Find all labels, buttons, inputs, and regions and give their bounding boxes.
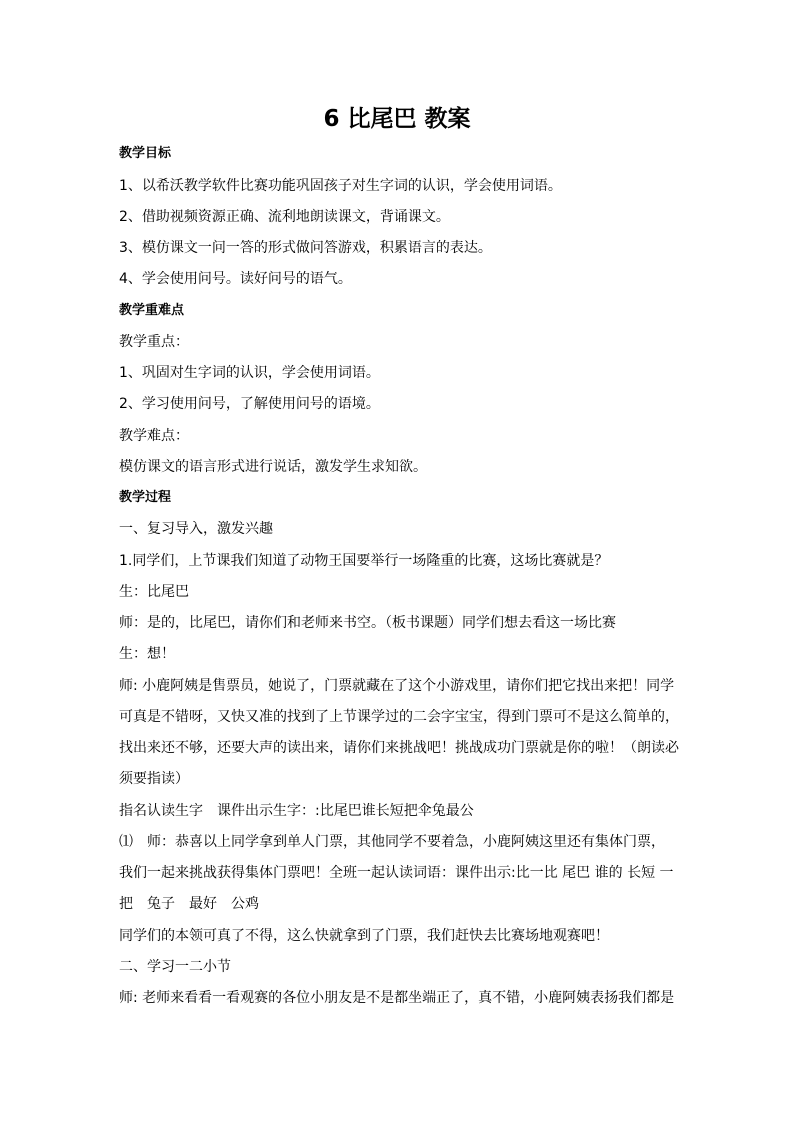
goal-item-4: 4、学会使用问号。读好问号的语气。 <box>119 271 352 287</box>
paragraph-line: 可真是不错呀，又快又准的找到了上节课学过的二会字宝宝，得到门票可不是这么简单的， <box>119 709 679 725</box>
section-heading-goals: 教学目标 <box>119 146 172 161</box>
section-heading-key-points: 教学重难点 <box>119 303 185 318</box>
process-part-2-heading: 二、学习一二小节 <box>119 959 231 975</box>
paragraph-line: 师: 小鹿阿姨是售票员，她说了，门票就藏在了这个小游戏里，请你们把它找出来把！同学 <box>119 678 675 694</box>
goal-item-3: 3、模仿课文一问一答的形式做问答游戏，积累语言的表达。 <box>119 240 492 256</box>
paragraph-line: 师：是的，比尾巴，请你们和老师来书空。（板书课题）同学们想去看这一场比赛 <box>119 615 616 631</box>
paragraph-line: 指名认读生字 课件出示生字：:比尾巴谁长短把伞兔最公 <box>119 803 474 819</box>
paragraph-line: 把 兔子 最好 公鸡 <box>119 896 259 912</box>
difficulty-text: 模仿课文的语言形式进行说话，激发学生求知欲。 <box>119 459 427 475</box>
goal-item-1: 1、以希沃教学软件比赛功能巩固孩子对生字词的认识，学会使用词语。 <box>119 178 562 194</box>
section-heading-process: 教学过程 <box>119 490 172 505</box>
document-title: 6 比尾巴 教案 <box>323 106 471 132</box>
paragraph-line: 生：比尾巴 <box>119 584 189 600</box>
paragraph-line: 我们一起来挑战获得集体门票吧！全班一起认读词语：课件出示:比一比 尾巴 谁的 长短 一 <box>119 865 674 881</box>
paragraph-line: 师: 老师来看看一看观赛的各位小朋友是不是都坐端正了，真不错，小鹿阿姨表扬我们都是 <box>119 990 675 1006</box>
key-point-item-2: 2、学习使用问号，了解使用问号的语境。 <box>119 396 380 412</box>
process-part-1-heading: 一、复习导入，激发兴趣 <box>119 521 273 537</box>
goal-item-2: 2、借助视频资源正确、流利地朗读课文，背诵课文。 <box>119 209 450 225</box>
difficulty-label: 教学难点： <box>119 428 189 444</box>
paragraph-line: 同学们的本领可真了不得，这么快就拿到了门票，我们赶快去比赛场地观赛吧！ <box>119 928 609 944</box>
paragraph-line: ⑴ 师：恭喜以上同学拿到单人门票，其他同学不要着急，小鹿阿姨这里还有集体门票， <box>119 834 665 850</box>
paragraph-line: 找出来还不够，还要大声的读出来，请你们来挑战吧！挑战成功门票就是你的啦！（朗读必 <box>119 740 679 756</box>
paragraph-line: 须要指读） <box>119 771 189 787</box>
paragraph-line: 生：想！ <box>119 646 175 662</box>
paragraph-line: 1.同学们，上节课我们知道了动物王国要举行一场隆重的比赛，这场比赛就是？ <box>119 553 609 569</box>
key-points-label: 教学重点： <box>119 334 189 350</box>
key-point-item-1: 1、巩固对生字词的认识，学会使用词语。 <box>119 365 380 381</box>
